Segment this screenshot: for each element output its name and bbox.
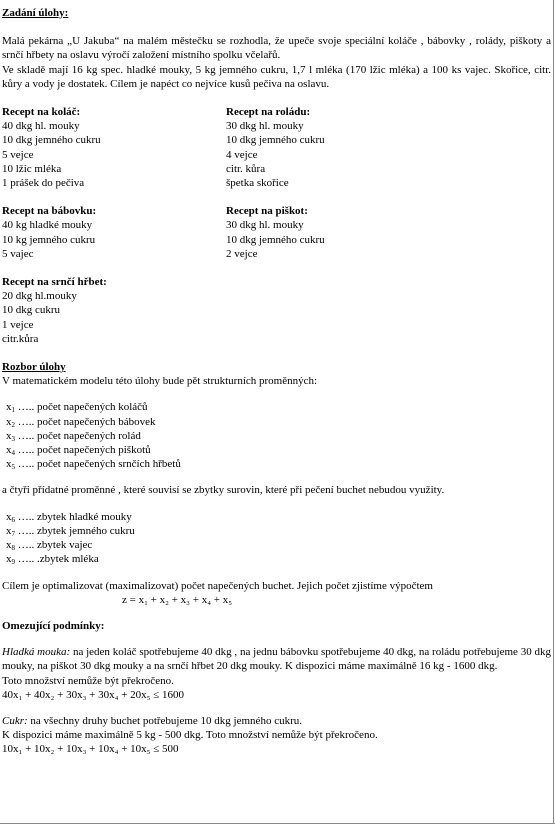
recipe-item: citr. kůra xyxy=(226,162,266,175)
recipe-item: 10 dkg jemného cukru xyxy=(226,233,325,246)
variable-index: 4 xyxy=(11,449,15,458)
variable-description: počet napečených piškotů xyxy=(37,444,151,457)
recipe-item: 5 vejce xyxy=(2,148,34,161)
sugar-note: K dispozici máme maximálně 5 kg - 500 dkg. Toto množství nemůže být překročeno. xyxy=(2,729,378,742)
recipe-title: Recept na koláč: xyxy=(2,106,81,119)
variable-description: zbytek jemného cukru xyxy=(37,524,135,537)
variable-index: 9 xyxy=(11,558,15,567)
recipe-kolac xyxy=(2,105,226,190)
recipe-piskot xyxy=(226,204,526,261)
variable-symbol: x xyxy=(6,401,12,414)
recipe-item: 30 dkg hl. mouky xyxy=(226,120,304,133)
variable-dots: ….. xyxy=(15,510,37,523)
recipe-item: 1 vejce xyxy=(2,318,34,331)
variable-dots: ….. xyxy=(15,429,37,442)
recipe-item: 5 vajec xyxy=(2,247,34,260)
analysis-title: Rozbor úlohy xyxy=(2,361,66,374)
recipe-title: Recept na bábovku: xyxy=(2,205,97,218)
page-edge-right xyxy=(553,0,554,824)
recipe-item: 40 kg hladké mouky xyxy=(2,219,93,232)
recipe-srnci-hrbet xyxy=(2,275,551,346)
variable-description: počet napečených koláčů xyxy=(37,401,148,414)
variable-index: 7 xyxy=(11,529,15,538)
flour-formula: 40x₁ + 40x₂ + 30x₃ + 30x₄ + 20x₅ ≤ 1600 xyxy=(2,688,185,701)
variable-dots: ….. xyxy=(15,539,37,552)
variable-symbol: x xyxy=(6,444,12,457)
recipe-item: 4 vejce xyxy=(226,148,258,161)
variable-description: počet napečených srnčích hřbetů xyxy=(37,458,181,471)
recipe-item: špetka skořice xyxy=(226,177,289,190)
variable-description: počet napečených bábovek xyxy=(37,415,156,428)
recipe-item: 40 dkg hl. mouky xyxy=(2,120,80,133)
variable-dots: ….. xyxy=(15,524,37,537)
variable-list xyxy=(2,400,551,471)
recipe-item: citr.kůra xyxy=(2,332,39,345)
variable-row xyxy=(2,552,551,566)
sugar-text: na všechny druhy buchet potřebujeme 10 dkg jemného cukru. xyxy=(27,714,302,727)
variable-row xyxy=(2,538,551,552)
variable-dots: ….. xyxy=(15,401,37,414)
variable-index: 5 xyxy=(11,463,15,472)
variable-symbol: x xyxy=(6,458,12,471)
sugar-paragraph xyxy=(2,714,551,728)
variable-symbol: x xyxy=(6,429,12,442)
variable-symbol: x xyxy=(6,415,12,428)
variable-row xyxy=(2,429,551,443)
recipe-item: 1 prášek do pečiva xyxy=(2,177,85,190)
variable-index: 1 xyxy=(11,406,15,415)
variable-symbol: x xyxy=(6,553,12,566)
variable-description: zbytek vajec xyxy=(37,539,93,552)
variable-dots: ….. xyxy=(15,415,37,428)
recipe-item: 2 vejce xyxy=(226,247,258,260)
recipe-title: Recept na piškot: xyxy=(226,205,308,218)
intro-paragraph-1: Malá pekárna „U Jakuba“ na malém městečku se rozhodla, že upeče svoje speciální koláče , bábovky , rolády, piškoty a srnčí hřbety na oslavu výročí založení místního spolku včelařů. xyxy=(2,35,551,62)
variable-dots: ….. . xyxy=(15,553,40,566)
intro-paragraph-2: Ve skladě mají 16 kg spec. hladké mouky, 5 kg jemného cukru, 1,7 l mléka (170 lžic mléka) a 100 ks vajec. Skořice, citr. kůry a vody je dostatek. Cílem je napéct co nejvíce kusů pečiva na oslavu. xyxy=(2,63,551,90)
recipe-item: 10 dkg cukru xyxy=(2,304,61,317)
analysis-intro: V matematickém modelu této úlohy bude pět strukturních proměnných: xyxy=(2,375,318,388)
variable-dots: ….. xyxy=(15,458,37,471)
variable-row xyxy=(2,443,551,457)
variable-description: počet napečených rolád xyxy=(37,429,141,442)
recipe-title: Recept na srnčí hřbet: xyxy=(2,276,107,289)
flour-note: Toto množství nemůže být překročeno. xyxy=(2,674,174,687)
variable-description: zbytek hladké mouky xyxy=(37,510,132,523)
variable-index: 6 xyxy=(11,515,15,524)
variable-symbol: x xyxy=(6,510,12,523)
document-page xyxy=(2,6,551,757)
extra-variable-list xyxy=(2,510,551,567)
variable-dots: ….. xyxy=(15,444,37,457)
recipe-item: 30 dkg hl. mouky xyxy=(226,219,304,232)
variable-row xyxy=(2,415,551,429)
flour-label: Hladká mouka: xyxy=(2,646,71,659)
variable-symbol: x xyxy=(6,539,12,552)
variable-row xyxy=(2,524,551,538)
variable-index: 3 xyxy=(11,434,15,443)
recipe-rolada xyxy=(226,105,526,190)
recipe-row-1 xyxy=(2,105,551,190)
variable-symbol: x xyxy=(6,524,12,537)
recipe-row-2 xyxy=(2,204,551,261)
recipe-title: Recept na roládu: xyxy=(226,106,311,119)
variable-description: zbytek mléka xyxy=(39,553,99,566)
flour-text: na jeden koláč spotřebujeme 40 dkg , na jednu bábovku spotřebujeme 40 dkg, na roládu potřebujeme 30 dkg mouky, na piškot 30 dkg mouky a na srnčí hřbet 20 dkg mouky. K dispozici máme maximálně 16 kg - 1600 dkg. xyxy=(2,646,551,673)
recipe-item: 10 kg jemného cukru xyxy=(2,233,96,246)
variable-row xyxy=(2,400,551,414)
recipe-babovka xyxy=(2,204,226,261)
sugar-label: Cukr: xyxy=(2,714,28,727)
constraints-title: Omezující podmínky: xyxy=(2,619,105,632)
variable-index: 8 xyxy=(11,544,15,553)
flour-paragraph xyxy=(2,645,551,673)
sugar-formula: 10x₁ + 10x₂ + 10x₃ + 10x₄ + 10x₅ ≤ 500 xyxy=(2,743,179,756)
section-title: Zadání úlohy: xyxy=(2,7,69,19)
extra-variables-intro: a čtyři přídatné proměnné , které souvisí se zbytky surovin, které při pečení buchet nebudou využity. xyxy=(2,484,445,497)
variable-row xyxy=(2,457,551,471)
objective-formula: z = x₁ + x₂ + x₃ + x₄ + x₅ xyxy=(122,593,233,606)
recipe-item: 10 dkg jemného cukru xyxy=(2,134,101,147)
recipe-item: 10 lžic mléka xyxy=(2,162,62,175)
recipe-item: 10 dkg jemného cukru xyxy=(226,134,325,147)
goal-text: Cílem je optimalizovat (maximalizovat) počet napečených buchet. Jejich počet zjistíme výpočtem xyxy=(2,579,433,592)
recipe-item: 20 dkg hl.mouky xyxy=(2,290,77,303)
variable-row xyxy=(2,510,551,524)
variable-index: 2 xyxy=(11,420,15,429)
